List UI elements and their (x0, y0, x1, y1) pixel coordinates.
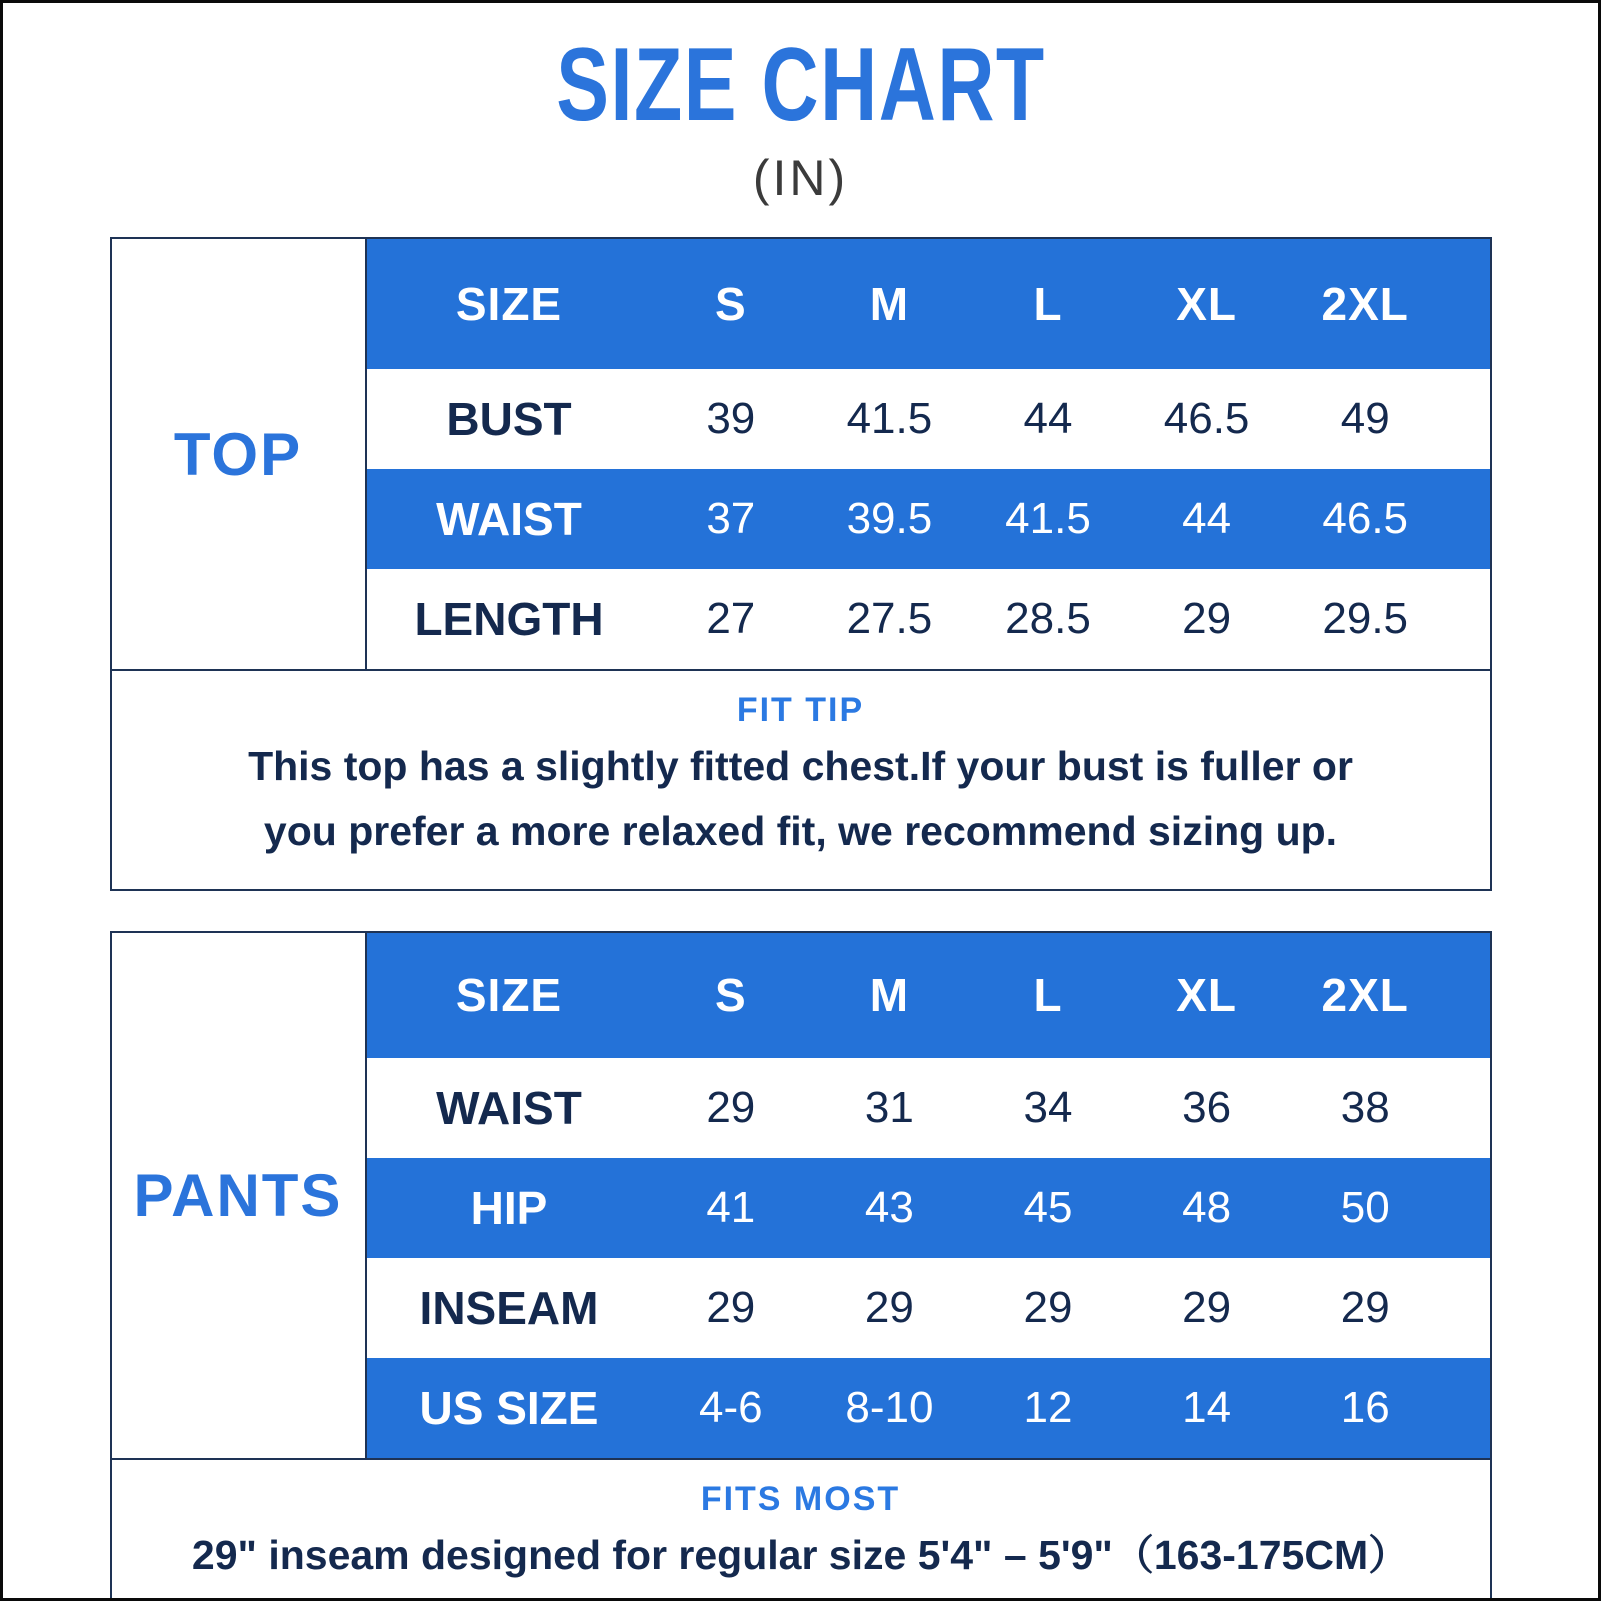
inseam-2xl: 29 (1340, 1282, 1390, 1332)
pants-waist-row (367, 1058, 1490, 1158)
top-bust-row (367, 369, 1490, 469)
row-label-length: LENGTH (414, 593, 604, 645)
pants-waist-s: 29 (706, 1082, 756, 1132)
top-size-table (112, 239, 1490, 669)
row-label-bust: BUST (446, 393, 572, 445)
hip-l: 45 (1023, 1182, 1073, 1232)
pants-inseam-row (367, 1258, 1490, 1358)
bust-s: 39 (706, 394, 756, 443)
bust-2xl: 49 (1340, 394, 1390, 443)
bust-m: 41.5 (846, 394, 933, 443)
top-header-size: SIZE (455, 278, 563, 330)
row-label-us-size: US SIZE (419, 1381, 599, 1434)
row-label-inseam: INSEAM (419, 1281, 599, 1334)
us-size-s: 4-6 (699, 1382, 763, 1432)
hip-s: 41 (706, 1182, 756, 1232)
inseam-xl: 29 (1182, 1282, 1232, 1332)
pants-size-panel (110, 931, 1492, 1601)
us-size-m: 8-10 (845, 1382, 934, 1432)
pants-header-l: L (1033, 969, 1063, 1022)
pants-header-2xl: 2XL (1321, 969, 1409, 1022)
top-waist-m: 39.5 (846, 494, 933, 543)
row-label-waist: WAIST (436, 493, 582, 545)
pants-header-m: M (869, 969, 910, 1022)
inseam-s: 29 (706, 1282, 756, 1332)
pants-waist-l: 34 (1023, 1082, 1073, 1132)
top-waist-2xl: 46.5 (1322, 494, 1409, 543)
length-2xl: 29.5 (1322, 594, 1409, 643)
hip-m: 43 (864, 1182, 914, 1232)
page-title (3, 27, 1598, 143)
fits-most-title: FITS MOST (700, 1479, 901, 1518)
fits-most-line-1: 29" inseam designed for regular size 5'4" – 5'9"（163-175CM） (191, 1531, 1410, 1578)
length-xl: 29 (1182, 594, 1232, 643)
fit-tip-line-1: This top has a slightly fitted chest.If your bust is fuller or (248, 743, 1353, 789)
pants-header-size: SIZE (455, 969, 563, 1022)
top-header-l: L (1033, 278, 1063, 330)
length-s: 27 (706, 594, 756, 643)
pants-size-grid (367, 933, 1490, 1458)
row-label-pants-waist: WAIST (436, 1081, 582, 1134)
bust-l: 44 (1023, 394, 1073, 443)
us-size-xl: 14 (1182, 1382, 1232, 1432)
top-size-grid (367, 239, 1490, 669)
hip-xl: 48 (1182, 1182, 1232, 1232)
pants-waist-2xl: 38 (1340, 1082, 1390, 1132)
top-waist-xl: 44 (1182, 494, 1232, 543)
fit-tip-line-2: you prefer a more relaxed fit, we recommend sizing up. (263, 808, 1338, 855)
top-header-2xl: 2XL (1321, 278, 1409, 330)
us-size-2xl: 16 (1340, 1382, 1390, 1432)
row-label-hip: HIP (470, 1181, 548, 1234)
top-header-xl: XL (1176, 278, 1237, 330)
unit-label: (IN) (752, 150, 849, 206)
fit-tip-title: FIT TIP (736, 691, 865, 729)
top-header-s: S (714, 278, 747, 330)
top-header-m: M (869, 278, 910, 330)
length-l: 28.5 (1005, 594, 1091, 643)
pants-us-size-row (367, 1358, 1490, 1458)
inseam-m: 29 (864, 1282, 914, 1332)
top-waist-row (367, 469, 1490, 569)
pants-waist-xl: 36 (1182, 1082, 1232, 1132)
pants-hip-row (367, 1158, 1490, 1258)
top-size-panel (110, 237, 1492, 891)
inseam-l: 29 (1023, 1282, 1073, 1332)
fits-most-note (112, 1458, 1490, 1601)
fit-tip-note (112, 669, 1490, 889)
pants-header-row (367, 933, 1490, 1058)
bust-xl: 46.5 (1163, 394, 1250, 443)
top-length-row (367, 569, 1490, 669)
pants-header-xl: XL (1176, 969, 1237, 1022)
top-side-label: TOP (112, 239, 367, 669)
pants-waist-m: 31 (864, 1082, 914, 1132)
top-waist-s: 37 (706, 494, 756, 543)
length-m: 27.5 (846, 594, 933, 643)
us-size-l: 12 (1023, 1382, 1073, 1432)
page-title-text: SIZE CHART (555, 27, 1046, 143)
pants-size-table (112, 933, 1490, 1458)
top-waist-l: 41.5 (1005, 494, 1091, 543)
hip-2xl: 50 (1340, 1182, 1390, 1232)
pants-header-s: S (714, 969, 747, 1022)
top-header-row (367, 239, 1490, 369)
pants-side-label: PANTS (112, 933, 367, 1458)
